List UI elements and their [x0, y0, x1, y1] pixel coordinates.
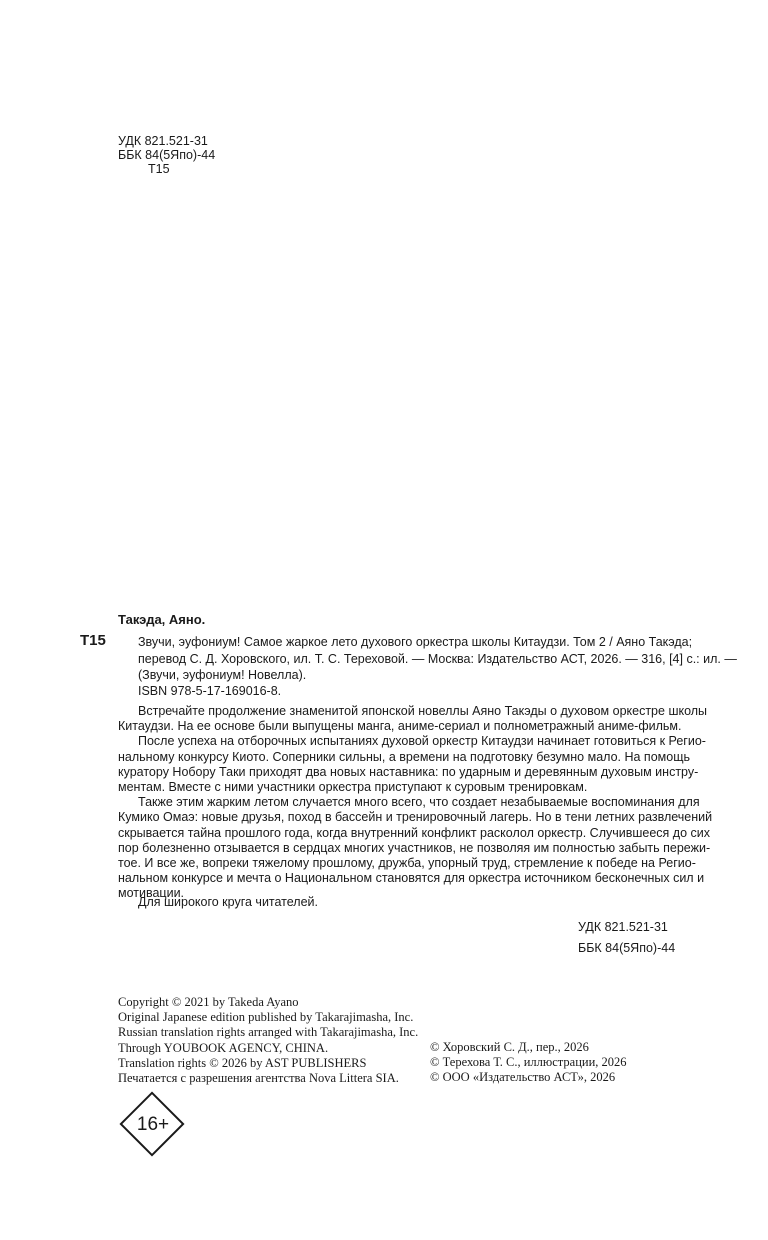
annotation-line: тое. И все же, вопреки тяжелому прошлому, дружба, упорный труд, стремление к победе на Регио-: [118, 856, 696, 871]
copyright-line: Translation rights © 2026 by AST PUBLISHERS: [118, 1055, 367, 1070]
copyright-line: © ООО «Издательство АСТ», 2026: [430, 1070, 616, 1085]
annotation-line: нальному конкурсу Киото. Соперники сильны, а времени на подготовку безумно мало. На помощь: [118, 749, 690, 764]
biblio-line: Звучи, эуфониум! Самое жаркое лето духового оркестра школы Китаудзи. Том 2 / Аяно Такэда;: [138, 635, 693, 649]
copyright-line: Печатается с разрешения агентства Nova Litterа SIA.: [118, 1071, 399, 1086]
copyright-line: © Хоровский С. Д., пер., 2026: [430, 1040, 589, 1054]
copyright-line: Copyright © 2021 by Takeda Ayano: [118, 995, 299, 1009]
annotation: [118, 704, 713, 902]
bbk-code: ББК 84(5Япо)-44: [118, 148, 216, 162]
copyright-line: Original Japanese edition published by Takarajimasha, Inc.: [118, 1010, 414, 1025]
author-heading: Такэда, Аяно.: [118, 612, 206, 627]
classification-codes-header: [118, 134, 215, 176]
annotation-line: куратору Нобору Таки приходят два новых наставника: по ударным и деревянным духовым инстру-: [118, 764, 699, 779]
annotation-line: Китаудзи. На ее основе были выпущены манга, аниме-сериал и полнометражный аниме-фильм.: [118, 719, 682, 734]
classification-codes-footer: [578, 917, 675, 959]
biblio-line: перевод С. Д. Хоровского, ил. Т. С. Тереховой. — Москва: Издательство АСТ, 2026. — 316, [4] с.: ил. —: [138, 651, 737, 666]
udk-code: УДК 821.521-31: [578, 920, 668, 934]
copyright-line: © Терехова Т. С., иллюстрации, 2026: [430, 1055, 627, 1070]
bbk-code: ББК 84(5Япо)-44: [578, 941, 676, 955]
annotation-line: Кумико Омаэ: новые друзья, поход в бассейн и тренировочный лагерь. Но в тени летних развлечений: [118, 810, 713, 825]
annotation-line: нальном конкурсе и мечта о Национальном становятся для оркестра источником бесконечных сил и: [118, 871, 705, 886]
copyright-holders: [430, 1040, 627, 1086]
cutter-code: Т15: [148, 162, 170, 176]
biblio-line: (Звучи, эуфониум! Новелла).: [138, 668, 307, 682]
bibliographic-description: [138, 634, 737, 684]
annotation-line: Также этим жарким летом случается много всего, что создает незабываемые воспоминания для: [138, 795, 700, 810]
annotation-line: скрывается тайна прошлого года, когда внутренний конфликт расколол оркестр. Случившееся до сих: [118, 825, 711, 840]
annotation-line: ментам. Вместе с ними участники оркестра приступают к суровым тренировкам.: [118, 780, 588, 795]
annotation-line: После успеха на отборочных испытаниях духовой оркестр Китаудзи начинает готовиться к Регио-: [138, 734, 706, 749]
cutter-mark: Т15: [80, 632, 106, 649]
copyright-line: Russian translation rights arranged with Takarajimasha, Inc.: [118, 1025, 419, 1040]
copyright-line: Through YOUBOOK AGENCY, CHINA.: [118, 1040, 329, 1055]
annotation-line: Встречайте продолжение знаменитой японской новеллы Аяно Такэды о духовом оркестре школы: [138, 704, 708, 718]
annotation-line: мотивации.: [118, 886, 185, 901]
udk-code: УДК 821.521-31: [118, 134, 208, 148]
age-rating-badge: [118, 1090, 188, 1160]
age-rating-label: 16+: [136, 1114, 170, 1135]
audience-note: Для широкого круга читателей.: [138, 895, 319, 909]
copyright-notice: [118, 995, 418, 1086]
annotation-line: пор болезненно отзывается в сердцах многих участников, не позволяя им полностью забыть пережи-: [118, 840, 711, 855]
isbn: ISBN 978-5-17-169016-8.: [138, 684, 282, 698]
